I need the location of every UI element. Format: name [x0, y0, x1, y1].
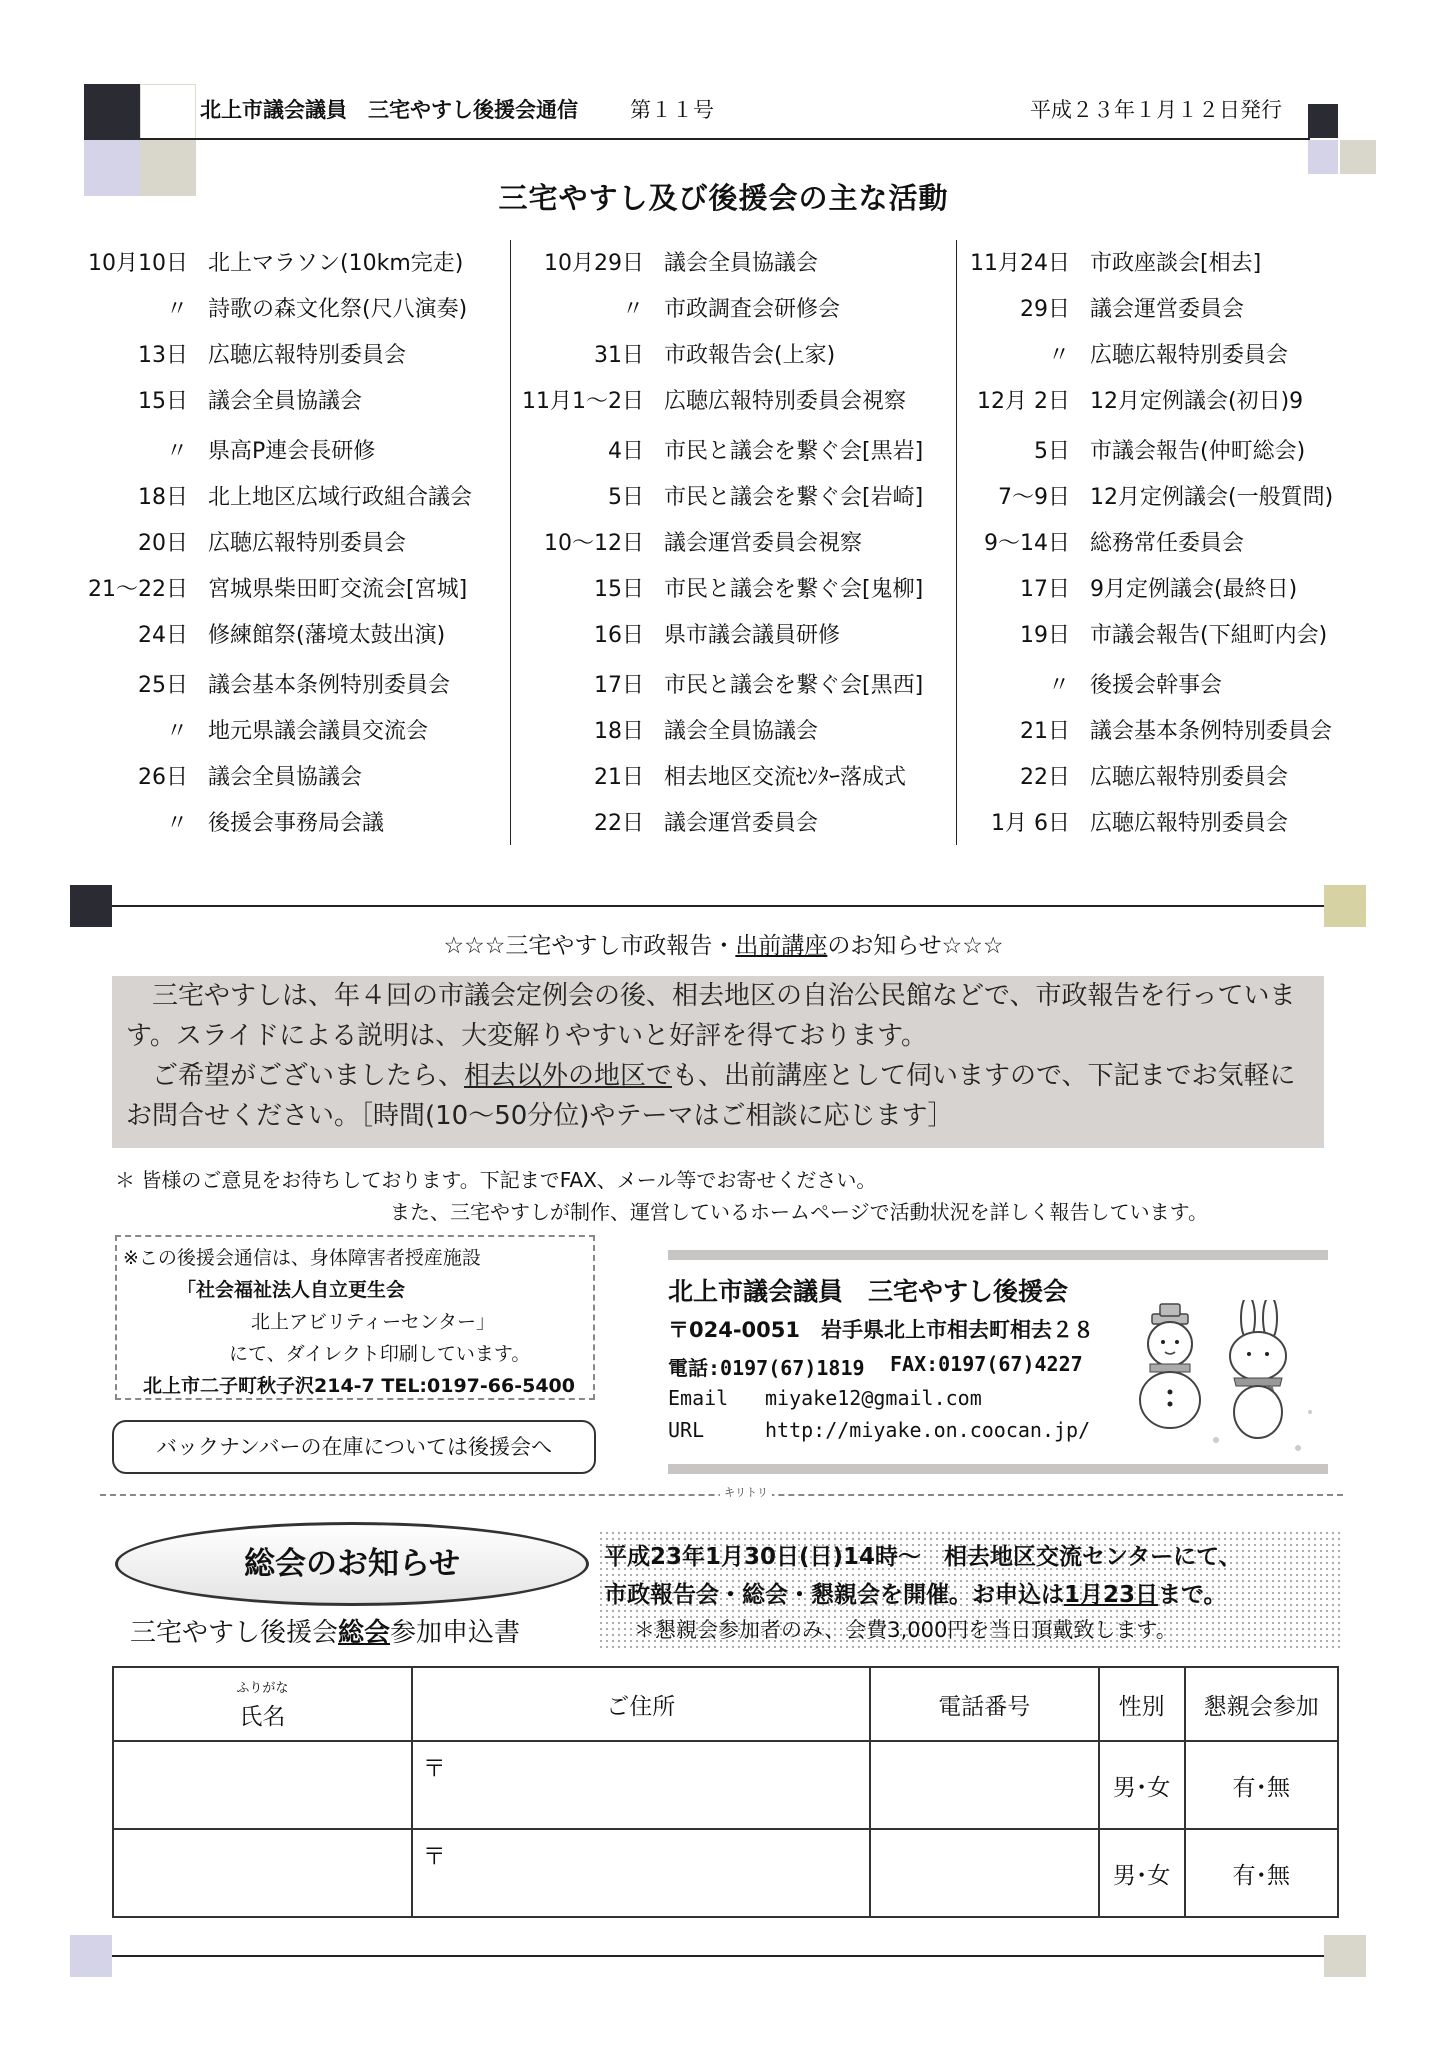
- activity-date: 13日: [138, 343, 188, 368]
- activity-row: [78, 526, 508, 556]
- activity-event: 北上マラソン(10km完走): [208, 251, 464, 276]
- activity-row: [960, 246, 1370, 276]
- divider-square-dark: [70, 885, 112, 927]
- activity-row: [78, 480, 508, 510]
- activity-event: 市政報告会(上家): [664, 343, 836, 368]
- gender-field[interactable]: 男･女: [1099, 1741, 1185, 1829]
- corner-square-lavender: [1308, 140, 1338, 174]
- activity-date: 17日: [1020, 577, 1070, 602]
- printer-line: ※この後援会通信は、身体障害者授産施設: [123, 1247, 481, 1269]
- activity-date: 9～14日: [984, 531, 1070, 556]
- section-rule: [112, 905, 1324, 907]
- printer-line: 「社会福祉法人自立更生会: [177, 1279, 406, 1301]
- activity-event: 広聴広報特別委員会: [208, 531, 407, 556]
- activity-event: 詩歌の森文化祭(尺八演奏): [208, 297, 468, 322]
- activity-row: [78, 572, 508, 602]
- activity-event: 後援会幹事会: [1090, 673, 1223, 698]
- email-label: Email: [668, 1386, 729, 1410]
- party-field[interactable]: 有･無: [1185, 1829, 1338, 1917]
- activity-row: [514, 806, 954, 836]
- activity-row: [514, 246, 954, 276]
- activity-row: [78, 434, 508, 464]
- gender-field[interactable]: 男･女: [1099, 1829, 1185, 1917]
- contact-org: 北上市議会議員 三宅やすし後援会: [668, 1277, 1069, 1306]
- activity-event: 相去地区交流ｾﾝﾀｰ落成式: [664, 765, 907, 790]
- activity-date: 10月29日: [544, 251, 644, 276]
- activity-row: [960, 714, 1370, 744]
- activity-row: [514, 618, 954, 648]
- activity-date: 20日: [138, 531, 188, 556]
- meeting-fee-note: ＊懇親会参加者のみ、会費3,000円を当日頂戴致します。: [634, 1618, 1177, 1642]
- activity-date: 15日: [138, 389, 188, 414]
- notice-highlight: 相去以外の地区で: [464, 1061, 673, 1091]
- activity-row: [78, 668, 508, 698]
- divider-square-olive: [1324, 885, 1366, 927]
- activity-event: 議会全員協議会: [664, 719, 819, 744]
- header-rule: [140, 138, 1310, 140]
- activity-event: 議会全員協議会: [664, 251, 819, 276]
- activity-row: [514, 714, 954, 744]
- notice-text: ご希望がございましたら、: [126, 1061, 465, 1091]
- activity-event: 広聴広報特別委員会: [1090, 343, 1289, 368]
- party-header: 懇親会参加: [1185, 1667, 1338, 1741]
- activity-event: 議会運営委員会: [1090, 297, 1245, 322]
- activity-row: [960, 384, 1370, 414]
- activity-date: 22日: [594, 811, 644, 836]
- activity-date: 〃: [165, 439, 188, 464]
- activity-event: 議会基本条例特別委員会: [208, 673, 451, 698]
- back-number-notice: バックナンバーの在庫については後援会へ: [112, 1420, 596, 1474]
- contact-tel: 電話:0197(67)1819: [668, 1356, 865, 1380]
- activity-row: [514, 668, 954, 698]
- activity-date: 12月 2日: [977, 389, 1070, 414]
- footer-square-beige: [1324, 1935, 1366, 1977]
- issue-number: 第１１号: [630, 98, 714, 122]
- feedback-note: ＊ 皆様のご意見をお待ちしております。下記までFAX、メール等でお寄せください。: [115, 1168, 877, 1192]
- activity-event: 後援会事務局会議: [208, 811, 385, 836]
- homepage-link[interactable]: http://miyake.on.coocan.jp/: [765, 1418, 1091, 1442]
- activity-date: 4日: [608, 439, 644, 464]
- activity-event: 地元県議会議員交流会: [208, 719, 429, 744]
- activity-row: [514, 572, 954, 602]
- contact-band-bottom: [668, 1464, 1328, 1474]
- activity-row: [78, 618, 508, 648]
- activity-event: 市政調査会研修会: [664, 297, 841, 322]
- activity-date: 1月 6日: [991, 811, 1070, 836]
- rabbit-icon: [1230, 1300, 1286, 1438]
- notice-title-text: ☆☆☆三宅やすし市政報告・: [443, 933, 736, 959]
- meeting-details: [598, 1530, 1343, 1648]
- contact-band-top: [668, 1250, 1328, 1260]
- corner-square-dark: [84, 84, 140, 140]
- activity-row: [960, 618, 1370, 648]
- activity-event: 修練館祭(藩境太鼓出演): [208, 623, 446, 648]
- table-row: [113, 1741, 1338, 1829]
- activity-row: [960, 526, 1370, 556]
- corner-square-beige: [1340, 140, 1376, 174]
- postal-mark: 〒: [422, 1844, 446, 1870]
- activity-row: [78, 714, 508, 744]
- cut-label: キリトリ: [720, 1484, 772, 1500]
- party-field[interactable]: 有･無: [1185, 1741, 1338, 1829]
- activity-event: 市民と議会を繋ぐ会[黒岩]: [664, 439, 924, 464]
- notice-paragraph-2: [112, 1056, 1324, 1136]
- corner-square-outline: [140, 84, 196, 140]
- activity-event: 12月定例議会(一般質問): [1090, 485, 1334, 510]
- table-row: [113, 1829, 1338, 1917]
- newsletter-title: 北上市議会議員 三宅やすし後援会通信: [200, 98, 578, 122]
- activity-date: 5日: [1034, 439, 1070, 464]
- activity-event: 県市議会議員研修: [664, 623, 841, 648]
- activity-date: 25日: [138, 673, 188, 698]
- contact-fax: FAX:0197(67)4227: [890, 1352, 1083, 1376]
- activity-date: 31日: [594, 343, 644, 368]
- activity-date: 21～22日: [88, 577, 188, 602]
- activity-row: [960, 292, 1370, 322]
- notice-box: [112, 976, 1324, 1148]
- activity-row: [78, 292, 508, 322]
- activity-event: 県高P連会長研修: [208, 439, 376, 464]
- gender-header: 性別: [1099, 1667, 1185, 1741]
- postal-mark: 〒: [422, 1756, 446, 1782]
- form-title-highlight: 総会: [338, 1618, 391, 1648]
- activity-date: 17日: [594, 673, 644, 698]
- table-header-row: [113, 1667, 1338, 1741]
- activity-row: [514, 384, 954, 414]
- activity-date: 24日: [138, 623, 188, 648]
- phone-field[interactable]: [870, 1741, 1099, 1829]
- notice-paragraph-1: 三宅やすしは、年４回の市議会定例会の後、相去地区の自治公民館などで、市政報告を行っています。スライドによる説明は、大変解りやすいと好評を得ております。: [126, 981, 1296, 1051]
- activity-event: 広聴広報特別委員会: [208, 343, 407, 368]
- printer-line: にて、ダイレクト印刷しています。: [229, 1343, 531, 1365]
- activity-row: [960, 760, 1370, 790]
- meeting-line-1: 平成23年1月30日(日)14時～ 相去地区交流センターにて、: [604, 1544, 1242, 1570]
- meeting-line-2-text: まで。: [1158, 1582, 1227, 1608]
- activity-date: 〃: [165, 297, 188, 322]
- activity-row: [78, 338, 508, 368]
- activity-event: 市民と議会を繋ぐ会[鬼柳]: [664, 577, 924, 602]
- activity-event: 議会全員協議会: [208, 389, 363, 414]
- activity-row: [514, 760, 954, 790]
- activity-event: 市民と議会を繋ぐ会[岩崎]: [664, 485, 924, 510]
- activity-event: 広聴広報特別委員会視察: [664, 389, 907, 414]
- address-field[interactable]: [412, 1741, 870, 1829]
- activity-event: 広聴広報特別委員会: [1090, 765, 1289, 790]
- activity-event: 議会全員協議会: [208, 765, 363, 790]
- address-header: ご住所: [412, 1667, 870, 1741]
- contact-address: 〒024-0051 岩手県北上市相去町相去２８: [668, 1318, 1094, 1342]
- homepage-note: また、三宅やすしが制作、運営しているホームページで活動状況を詳しく報告しています。: [390, 1200, 1208, 1224]
- activity-row: [960, 668, 1370, 698]
- activity-date: 16日: [594, 623, 644, 648]
- activity-event: 市議会報告(仲町総会): [1090, 439, 1306, 464]
- activity-row: [960, 480, 1370, 510]
- form-title-text: 三宅やすし後援会: [130, 1618, 339, 1648]
- activity-date: 7～9日: [998, 485, 1070, 510]
- activity-event: 市議会報告(下組町内会): [1090, 623, 1328, 648]
- activity-date: 21日: [594, 765, 644, 790]
- activity-date: 〃: [1047, 673, 1070, 698]
- form-title: [130, 1612, 520, 1649]
- address-field[interactable]: [412, 1829, 870, 1917]
- meeting-line-2-text: 市政報告会・総会・懇親会を開催。お申込は: [604, 1582, 1064, 1608]
- activity-row: [78, 246, 508, 276]
- activity-date: 〃: [1047, 343, 1070, 368]
- activity-row: [514, 480, 954, 510]
- snowman-rabbit-illustration: [1130, 1300, 1330, 1460]
- activity-date: 〃: [621, 297, 644, 322]
- name-label: 氏名: [239, 1704, 286, 1730]
- activity-row: [78, 384, 508, 414]
- activity-event: 総務常任委員会: [1090, 531, 1245, 556]
- activity-event: 議会運営委員会: [664, 811, 819, 836]
- footer-rule: [112, 1955, 1324, 1957]
- activity-date: 18日: [138, 485, 188, 510]
- name-field[interactable]: [113, 1829, 412, 1917]
- column-divider: [510, 240, 511, 845]
- name-header: [113, 1667, 412, 1741]
- activity-date: 26日: [138, 765, 188, 790]
- activity-date: 10月10日: [88, 251, 188, 276]
- snowman-icon: [1140, 1304, 1200, 1428]
- activity-row: [514, 338, 954, 368]
- activity-date: 22日: [1020, 765, 1070, 790]
- activity-date: 11月24日: [970, 251, 1070, 276]
- meeting-deadline: 1月23日: [1064, 1582, 1159, 1608]
- notice-title-highlight: 出前講座: [735, 933, 828, 959]
- corner-square-dark: [1308, 104, 1338, 138]
- notice-title: [0, 927, 1447, 960]
- phone-field[interactable]: [870, 1829, 1099, 1917]
- activity-row: [960, 806, 1370, 836]
- activity-date: 21日: [1020, 719, 1070, 744]
- url-label: URL: [668, 1418, 705, 1442]
- footer-square-lavender: [70, 1935, 112, 1977]
- activity-row: [960, 434, 1370, 464]
- activity-event: 9月定例議会(最終日): [1090, 577, 1298, 602]
- activity-event: 市民と議会を繋ぐ会[黒西]: [664, 673, 924, 698]
- activity-date: 15日: [594, 577, 644, 602]
- activity-event: 議会運営委員会視察: [664, 531, 863, 556]
- activity-row: [514, 292, 954, 322]
- activity-event: 広聴広報特別委員会: [1090, 811, 1289, 836]
- activity-row: [960, 338, 1370, 368]
- column-divider: [956, 240, 957, 845]
- email-link[interactable]: miyake12@gmail.com: [765, 1386, 982, 1410]
- printer-line: 北上アビリティーセンター」: [251, 1311, 495, 1333]
- activity-date: 19日: [1020, 623, 1070, 648]
- activity-row: [78, 760, 508, 790]
- activity-event: 市政座談会[相去]: [1090, 251, 1262, 276]
- printer-info-box: [115, 1235, 595, 1400]
- activity-date: 10～12日: [544, 531, 644, 556]
- meeting-line-2: [604, 1576, 1227, 1609]
- activity-row: [78, 806, 508, 836]
- activity-date: 〃: [165, 811, 188, 836]
- activity-date: 5日: [608, 485, 644, 510]
- activities-title: 三宅やすし及び後援会の主な活動: [498, 181, 949, 215]
- furigana-label: ふりがな: [236, 1681, 289, 1696]
- activity-event: 12月定例議会(初日)9: [1090, 389, 1304, 414]
- form-title-text: 参加申込書: [390, 1618, 521, 1648]
- issue-date: 平成２３年１月１２日発行: [1030, 98, 1282, 122]
- meeting-badge: 総会のお知らせ: [115, 1522, 589, 1606]
- name-field[interactable]: [113, 1741, 412, 1829]
- phone-header: 電話番号: [870, 1667, 1099, 1741]
- printer-address: 北上市二子町秋子沢214-7 TEL:0197-66-5400: [143, 1375, 576, 1397]
- notice-title-text: のお知らせ☆☆☆: [827, 933, 1004, 959]
- activity-row: [514, 434, 954, 464]
- activity-event: 宮城県柴田町交流会[宮城]: [208, 577, 468, 602]
- application-form-table: [112, 1666, 1339, 1918]
- activity-row: [514, 526, 954, 556]
- activity-date: 29日: [1020, 297, 1070, 322]
- activity-row: [960, 572, 1370, 602]
- notice-text: も、出前講座として伺いますので、下記までお気軽にお問合せください。［時間(10～50分位)やテーマはご相談に応じます］: [126, 1061, 1296, 1131]
- activity-event: 議会基本条例特別委員会: [1090, 719, 1333, 744]
- activity-event: 北上地区広域行政組合議会: [208, 485, 473, 510]
- activity-date: 11月1～2日: [522, 389, 644, 414]
- activity-date: 〃: [165, 719, 188, 744]
- activity-date: 18日: [594, 719, 644, 744]
